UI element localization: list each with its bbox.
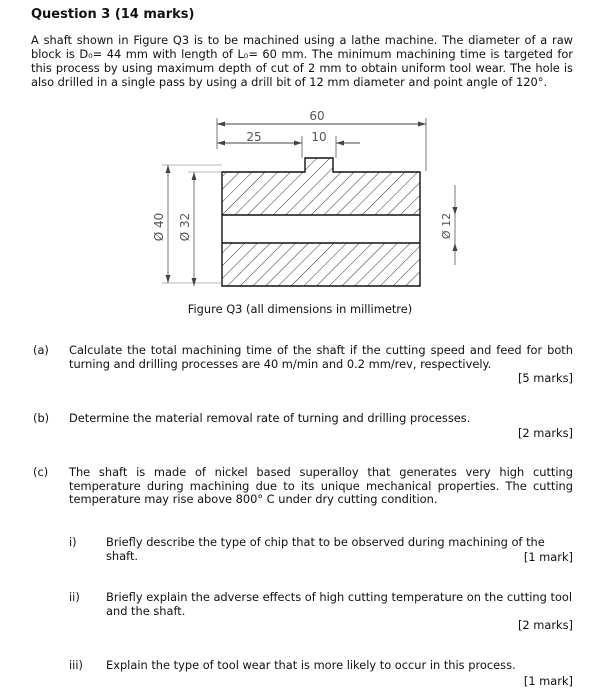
question-title: Question 3 (14 marks) bbox=[31, 7, 195, 22]
part-c-ii-marks: [2 marks] bbox=[517, 618, 573, 632]
figure-caption: Figure Q3 (all dimensions in millimetre) bbox=[187, 302, 413, 316]
part-b-marks: [2 marks] bbox=[517, 426, 573, 440]
shaft-drawing bbox=[130, 103, 480, 288]
question-intro: A shaft shown in Figure Q3 is to be machined using a lathe machine. The diameter of a raw block is D₀= 44 mm with length of L₀= 60 mm. The minimum machining time is targeted for this process by using maximum depth of cut of 2 mm to obtain uniform tool wear. The hole is also drilled in a single pass by using a drill bit of 12 mm diameter and point angle of 120°. bbox=[31, 33, 573, 89]
dim-left-length: 25 bbox=[246, 130, 262, 144]
part-c-label: (c) bbox=[33, 465, 49, 479]
part-c-ii-label: ii) bbox=[69, 590, 80, 604]
dim-collar-width: 10 bbox=[311, 130, 327, 144]
part-b-label: (b) bbox=[33, 411, 50, 425]
dim-overall-length: 60 bbox=[309, 109, 325, 123]
part-c-i-label: i) bbox=[69, 535, 77, 549]
part-c-ii-text: Briefly explain the adverse effects of high cutting temperature on the cutting tool and the shaft. bbox=[106, 590, 573, 618]
part-c-iii-label: iii) bbox=[69, 658, 83, 672]
part-c-iii-text: Explain the type of tool wear that is more likely to occur in this process. bbox=[106, 658, 516, 672]
part-b-text: Determine the material removal rate of turning and drilling processes. bbox=[69, 411, 471, 425]
part-a-marks: [5 marks] bbox=[517, 371, 573, 385]
dim-hole-dia: Ø 12 bbox=[440, 212, 453, 240]
dim-outer-dia: Ø 40 bbox=[152, 212, 166, 242]
part-a-label: (a) bbox=[33, 343, 49, 357]
part-c-iii-marks: [1 mark] bbox=[523, 674, 573, 688]
part-c-i-text: Briefly describe the type of chip that to be observed during machining of the shaft. bbox=[106, 535, 545, 563]
part-a-text: Calculate the total machining time of the shaft if the cutting speed and feed for both turning and drilling processes are 40 m/min and 0.2 mm/rev, respectively. bbox=[69, 343, 573, 371]
part-c-i-marks: [1 mark] bbox=[523, 550, 573, 564]
dim-inner-dia: Ø 32 bbox=[178, 212, 192, 242]
part-c-text: The shaft is made of nickel based superalloy that generates very high cutting temperature during machining due to its unique mechanical properties. The cutting temperature may rise above 800° C under dry cutting condition. bbox=[69, 465, 573, 506]
